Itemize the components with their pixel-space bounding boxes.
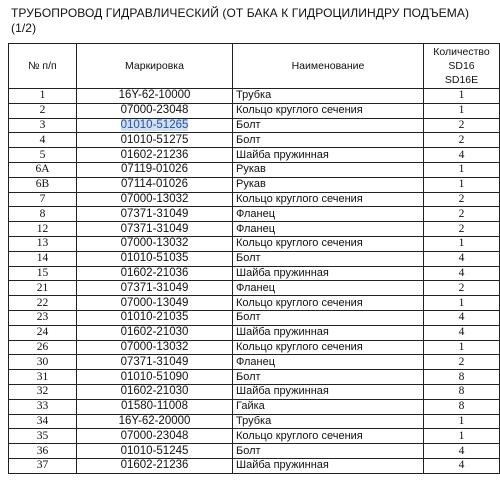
cell-num: 30 bbox=[9, 355, 77, 370]
cell-name: Болт bbox=[233, 118, 424, 133]
cell-num: 31 bbox=[9, 370, 77, 385]
header-name: Наименование bbox=[233, 44, 424, 89]
table-row bbox=[9, 414, 500, 429]
cell-mark: 01010-51035 bbox=[77, 251, 233, 266]
cell-num: 21 bbox=[9, 281, 77, 296]
table-row bbox=[9, 310, 500, 325]
cell-name: Фланец bbox=[233, 207, 424, 222]
cell-mark: 01010-21035 bbox=[77, 310, 233, 325]
cell-qty: 2 bbox=[424, 355, 500, 370]
cell-num: 1 bbox=[9, 89, 77, 104]
cell-qty: 8 bbox=[424, 399, 500, 414]
cell-qty: 8 bbox=[424, 384, 500, 399]
cell-mark: 01602-21036 bbox=[77, 266, 233, 281]
cell-name: Шайба пружинная bbox=[233, 325, 424, 340]
table-row bbox=[9, 148, 500, 163]
cell-num: 5 bbox=[9, 148, 77, 163]
table-row bbox=[9, 177, 500, 192]
cell-qty: 1 bbox=[424, 236, 500, 251]
cell-num: 35 bbox=[9, 429, 77, 444]
parts-table bbox=[8, 43, 500, 474]
cell-name: Шайба пружинная bbox=[233, 266, 424, 281]
cell-mark: 07000-23048 bbox=[77, 103, 233, 118]
table-row bbox=[9, 236, 500, 251]
cell-num: 6B bbox=[9, 177, 77, 192]
table-header-row bbox=[9, 44, 500, 89]
cell-mark: 07371-31049 bbox=[77, 281, 233, 296]
cell-name: Болт bbox=[233, 370, 424, 385]
table-row bbox=[9, 355, 500, 370]
header-qty-title: Количество bbox=[433, 46, 490, 58]
cell-name: Фланец bbox=[233, 281, 424, 296]
cell-qty: 1 bbox=[424, 162, 500, 177]
cell-name: Кольцо круглого сечения bbox=[233, 236, 424, 251]
cell-name: Трубка bbox=[233, 414, 424, 429]
cell-name: Шайба пружинная bbox=[233, 458, 424, 473]
cell-qty: 2 bbox=[424, 222, 500, 237]
cell-num: 12 bbox=[9, 222, 77, 237]
table-row bbox=[9, 281, 500, 296]
cell-mark: 01602-21030 bbox=[77, 325, 233, 340]
cell-qty: 4 bbox=[424, 266, 500, 281]
table-row bbox=[9, 162, 500, 177]
cell-mark: 16Y-62-10000 bbox=[77, 89, 233, 104]
cell-num: 37 bbox=[9, 458, 77, 473]
cell-num: 32 bbox=[9, 384, 77, 399]
cell-name: Кольцо круглого сечения bbox=[233, 340, 424, 355]
cell-mark: 01010-51090 bbox=[77, 370, 233, 385]
cell-qty: 1 bbox=[424, 177, 500, 192]
cell-mark: 07000-13049 bbox=[77, 296, 233, 311]
cell-qty: 4 bbox=[424, 251, 500, 266]
table-row bbox=[9, 340, 500, 355]
table-row bbox=[9, 251, 500, 266]
cell-name: Болт bbox=[233, 251, 424, 266]
cell-qty: 1 bbox=[424, 296, 500, 311]
cell-qty: 1 bbox=[424, 429, 500, 444]
cell-name: Болт bbox=[233, 310, 424, 325]
table-body bbox=[9, 89, 500, 474]
cell-num: 15 bbox=[9, 266, 77, 281]
cell-name: Фланец bbox=[233, 222, 424, 237]
cell-name: Шайба пружинная bbox=[233, 384, 424, 399]
cell-qty: 2 bbox=[424, 207, 500, 222]
cell-num: 23 bbox=[9, 310, 77, 325]
cell-name: Болт bbox=[233, 133, 424, 148]
cell-mark: 07371-31049 bbox=[77, 355, 233, 370]
cell-qty: 1 bbox=[424, 103, 500, 118]
cell-num: 6A bbox=[9, 162, 77, 177]
cell-name: Кольцо круглого сечения bbox=[233, 192, 424, 207]
table-row bbox=[9, 133, 500, 148]
cell-num: 7 bbox=[9, 192, 77, 207]
cell-name: Болт bbox=[233, 444, 424, 459]
cell-num: 26 bbox=[9, 340, 77, 355]
cell-qty: 1 bbox=[424, 340, 500, 355]
cell-qty: 2 bbox=[424, 192, 500, 207]
cell-mark: 07000-13032 bbox=[77, 340, 233, 355]
cell-mark: 01010-51245 bbox=[77, 444, 233, 459]
cell-num: 2 bbox=[9, 103, 77, 118]
cell-mark: 07371-31049 bbox=[77, 222, 233, 237]
cell-num: 4 bbox=[9, 133, 77, 148]
cell-num: 34 bbox=[9, 414, 77, 429]
table-row bbox=[9, 118, 500, 133]
cell-num: 8 bbox=[9, 207, 77, 222]
cell-num: 22 bbox=[9, 296, 77, 311]
cell-mark: 01602-21236 bbox=[77, 148, 233, 163]
table-row bbox=[9, 296, 500, 311]
cell-mark: 07371-31049 bbox=[77, 207, 233, 222]
table-row bbox=[9, 429, 500, 444]
cell-num: 36 bbox=[9, 444, 77, 459]
table-row bbox=[9, 192, 500, 207]
cell-mark: 07000-13032 bbox=[77, 236, 233, 251]
cell-qty: 4 bbox=[424, 444, 500, 459]
cell-name: Кольцо круглого сечения bbox=[233, 296, 424, 311]
header-mark: Маркировка bbox=[77, 44, 233, 89]
table-row bbox=[9, 222, 500, 237]
table-row bbox=[9, 384, 500, 399]
header-qty-model1: SD16 bbox=[448, 60, 475, 72]
cell-mark: 07119-01026 bbox=[77, 162, 233, 177]
cell-name: Гайка bbox=[233, 399, 424, 414]
table-row bbox=[9, 399, 500, 414]
table-row bbox=[9, 458, 500, 473]
header-num: № п/п bbox=[9, 44, 77, 89]
table-row bbox=[9, 370, 500, 385]
table-row bbox=[9, 103, 500, 118]
cell-num: 24 bbox=[9, 325, 77, 340]
cell-mark: 16Y-62-20000 bbox=[77, 414, 233, 429]
cell-mark: 07114-01026 bbox=[77, 177, 233, 192]
cell-name: Трубка bbox=[233, 89, 424, 104]
selected-text[interactable]: 01010-51265 bbox=[120, 118, 189, 131]
cell-num: 33 bbox=[9, 399, 77, 414]
cell-qty: 8 bbox=[424, 370, 500, 385]
cell-name: Кольцо круглого сечения bbox=[233, 103, 424, 118]
cell-name: Шайба пружинная bbox=[233, 148, 424, 163]
cell-qty: 4 bbox=[424, 310, 500, 325]
cell-mark: 07000-23048 bbox=[77, 429, 233, 444]
cell-qty: 2 bbox=[424, 133, 500, 148]
table-row bbox=[9, 444, 500, 459]
cell-name: Рукав bbox=[233, 177, 424, 192]
cell-num: 14 bbox=[9, 251, 77, 266]
cell-mark: 01580-11008 bbox=[77, 399, 233, 414]
cell-name: Кольцо круглого сечения bbox=[233, 429, 424, 444]
cell-mark: 01010-51275 bbox=[77, 133, 233, 148]
header-qty bbox=[424, 44, 500, 89]
cell-qty: 1 bbox=[424, 414, 500, 429]
cell-name: Рукав bbox=[233, 162, 424, 177]
cell-qty: 2 bbox=[424, 281, 500, 296]
cell-mark: 01602-21236 bbox=[77, 458, 233, 473]
cell-mark bbox=[77, 118, 233, 133]
cell-qty: 4 bbox=[424, 148, 500, 163]
table-row bbox=[9, 325, 500, 340]
table-row bbox=[9, 89, 500, 104]
table-row bbox=[9, 207, 500, 222]
cell-num: 3 bbox=[9, 118, 77, 133]
cell-mark: 07000-13032 bbox=[77, 192, 233, 207]
cell-qty: 4 bbox=[424, 458, 500, 473]
document-title: ТРУБОПРОВОД ГИДРАВЛИЧЕСКИЙ (ОТ БАКА К ГИДРОЦИЛИНДРУ ПОДЪЕМА) (1/2) bbox=[11, 6, 470, 35]
cell-name: Фланец bbox=[233, 355, 424, 370]
cell-qty: 1 bbox=[424, 89, 500, 104]
cell-mark: 01602-21030 bbox=[77, 384, 233, 399]
cell-qty: 2 bbox=[424, 118, 500, 133]
table-row bbox=[9, 266, 500, 281]
cell-num: 13 bbox=[9, 236, 77, 251]
cell-qty: 4 bbox=[424, 325, 500, 340]
header-qty-model2: SD16E bbox=[444, 74, 479, 86]
